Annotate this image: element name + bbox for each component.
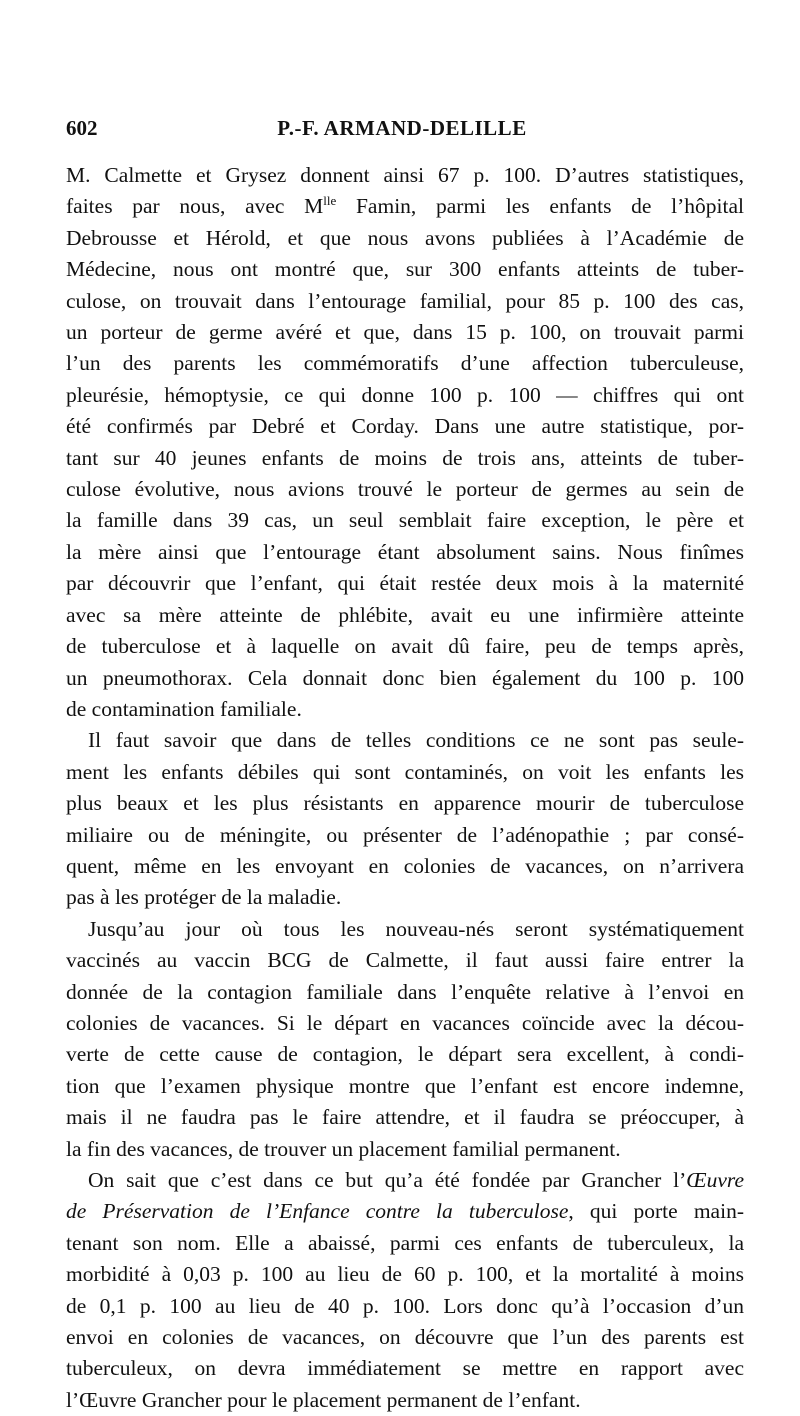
body-text: [66, 160, 744, 1416]
text-line: [66, 1385, 744, 1416]
text-line: [66, 286, 744, 317]
text-segment: tion que l’examen physique montre que l’enfant est encore indemne,: [66, 1073, 744, 1098]
text-segment: pas à les protéger de la maladie.: [66, 885, 342, 910]
text-segment: ment les enfants débiles qui sont contaminés, on voit les enfants les: [66, 759, 744, 784]
text-segment: un porteur de germe avéré et que, dans 15 p. 100, on trouvait parmi: [66, 320, 744, 345]
text-line: [66, 945, 744, 976]
text-line: [66, 348, 744, 379]
text-segment: miliaire ou de méningite, ou présenter de l’adénopathie ; par consé-: [66, 822, 744, 847]
text-segment: vaccinés au vaccin BCG de Calmette, il faut aussi faire entrer la: [66, 948, 744, 973]
text-line: [66, 223, 744, 254]
text-segment: un pneumothorax. Cela donnait donc bien également du 100 p. 100: [66, 665, 744, 690]
text-line: [66, 882, 744, 913]
text-line: [66, 757, 744, 788]
text-line: [66, 820, 744, 851]
text-segment: verte de cette cause de contagion, le départ sera excellent, à condi-: [66, 1042, 744, 1067]
text-segment: culose, on trouvait dans l’entourage familial, pour 85 p. 100 des cas,: [66, 288, 744, 313]
text-line: [66, 1134, 744, 1165]
italic-text: Œuvre: [686, 1168, 744, 1192]
text-line: [66, 1039, 744, 1070]
text-segment: l’un des parents les commémoratifs d’une affection tuberculeuse,: [66, 351, 744, 376]
text-line: [66, 1291, 744, 1322]
text-segment: pleurésie, hémoptysie, ce qui donne 100 p. 100 — chiffres qui ont: [66, 382, 744, 407]
text-segment: Il faut savoir que dans de telles conditions ce ne sont pas seule-: [88, 728, 744, 753]
text-segment: de 0,1 p. 100 au lieu de 40 p. 100. Lors donc qu’à l’occasion d’un: [66, 1293, 744, 1318]
text-segment: la famille dans 39 cas, un seul semblait faire exception, le père et: [66, 508, 744, 533]
text-line: [66, 1071, 744, 1102]
text-segment: Debrousse et Hérold, et que nous avons publiées à l’Académie de: [66, 225, 744, 250]
text-line: [66, 694, 744, 725]
text-segment: Jusqu’au jour où tous les nouveau-nés seront systématiquement: [88, 916, 744, 941]
text-line: [66, 317, 744, 348]
text-segment: Médecine, nous ont montré que, sur 300 enfants atteints de tuber-: [66, 257, 744, 282]
text-segment: mais il ne faudra pas le faire attendre, et il faudra se préoccuper, à: [66, 1105, 744, 1130]
text-line: [66, 1259, 744, 1290]
text-segment: quent, même en les envoyant en colonies de vacances, on n’arrivera: [66, 853, 744, 878]
paragraph: [66, 1165, 744, 1416]
text-segment: culose évolutive, nous avions trouvé le porteur de germes au sein de: [66, 477, 744, 502]
text-line: [66, 254, 744, 285]
text-segment: colonies de vacances. Si le départ en vacances coïncide avec la décou-: [66, 1010, 744, 1035]
text-segment: Famin, parmi les enfants de l’hôpital: [336, 194, 745, 219]
paragraph: [66, 160, 744, 725]
text-line: [66, 1196, 744, 1227]
text-line: [66, 443, 744, 474]
text-segment: la fin des vacances, de trouver un placement familial permanent.: [66, 1136, 621, 1161]
text-line: [66, 568, 744, 599]
text-segment: envoi en colonies de vacances, on découvre que l’un des parents est: [66, 1325, 744, 1350]
superscript: lle: [323, 193, 337, 209]
text-segment: tant sur 40 jeunes enfants de moins de trois ans, atteints de tuber-: [66, 445, 744, 470]
text-line: [66, 1102, 744, 1133]
text-line: [66, 537, 744, 568]
italic-text: de Préservation de l’Enfance contre la tuberculose: [66, 1199, 569, 1224]
text-line: [66, 1228, 744, 1259]
page-number: 602: [66, 116, 98, 140]
text-line: [66, 663, 744, 694]
text-segment: tuberculeux, on devra immédiatement se mettre en rapport avec: [66, 1356, 744, 1381]
text-line: [66, 1165, 744, 1196]
text-segment: l’Œuvre Grancher pour le placement permanent de l’enfant.: [66, 1387, 581, 1412]
text-line: [66, 1353, 744, 1384]
text-line: [66, 1322, 744, 1353]
text-line: [66, 600, 744, 631]
text-line: [66, 725, 744, 756]
text-segment: M. Calmette et Grysez donnent ainsi 67 p. 100. D’autres statistiques,: [66, 163, 744, 187]
text-line: [66, 1008, 744, 1039]
text-line: [66, 977, 744, 1008]
text-line: [66, 914, 744, 945]
text-segment: de tuberculose et à laquelle on avait dû faire, peu de temps après,: [66, 634, 744, 659]
text-segment: On sait que c’est dans ce but qu’a été fondée par Grancher l’: [88, 1168, 687, 1192]
text-line: [66, 788, 744, 819]
text-segment: été confirmés par Debré et Corday. Dans une autre statistique, por-: [66, 414, 744, 439]
text-line: [66, 851, 744, 882]
text-segment: de contamination familiale.: [66, 696, 302, 721]
text-line: [66, 474, 744, 505]
text-segment: faites par nous, avec M: [66, 194, 324, 219]
text-line: [66, 505, 744, 536]
paragraph: [66, 725, 744, 913]
text-segment: par découvrir que l’enfant, qui était restée deux mois à la maternité: [66, 571, 744, 596]
text-line: [66, 160, 744, 191]
text-segment: plus beaux et les plus résistants en apparence mourir de tuberculose: [66, 791, 744, 816]
paragraph: [66, 914, 744, 1165]
page-header: [66, 116, 738, 142]
text-line: [66, 631, 744, 662]
text-segment: la mère ainsi que l’entourage étant absolument sains. Nous finîmes: [66, 539, 744, 564]
text-segment: avec sa mère atteinte de phlébite, avait eu une infirmière atteinte: [66, 602, 744, 627]
text-line: [66, 191, 744, 222]
text-segment: tenant son nom. Elle a abaissé, parmi ces enfants de tuberculeux, la: [66, 1230, 744, 1255]
running-title: P.-F. ARMAND-DELILLE: [277, 116, 527, 140]
text-line: [66, 380, 744, 411]
text-segment: , qui porte main-: [568, 1199, 744, 1224]
text-segment: morbidité à 0,03 p. 100 au lieu de 60 p. 100, et la mortalité à moins: [66, 1262, 744, 1287]
text-segment: donnée de la contagion familiale dans l’enquête relative à l’envoi en: [66, 979, 744, 1004]
text-line: [66, 411, 744, 442]
